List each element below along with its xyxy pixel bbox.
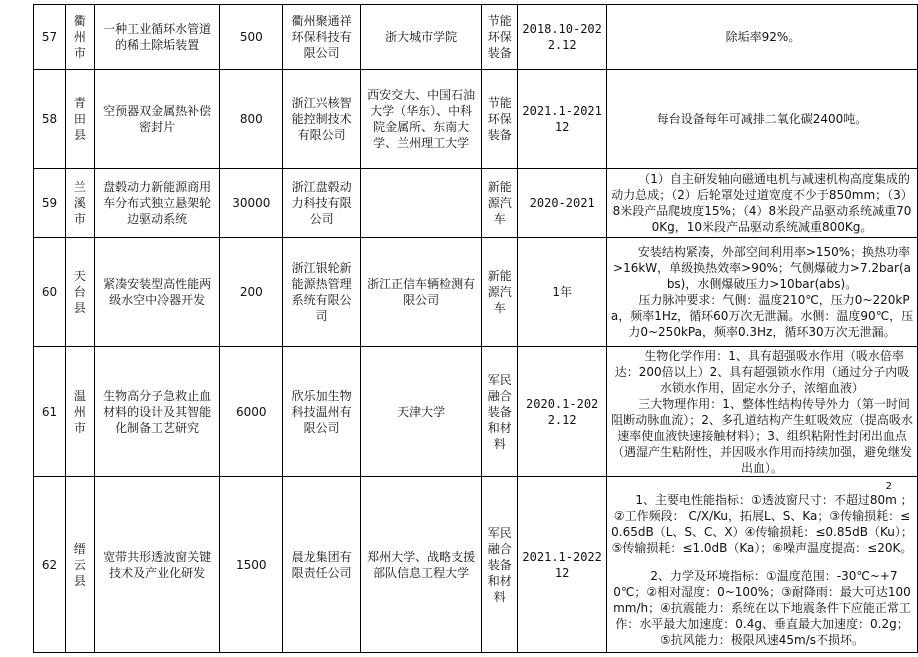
table-row <box>34 169 918 238</box>
effect-line: 除垢率92%。 <box>725 30 801 44</box>
county-cell: 衢州市 <box>66 5 95 70</box>
investment-cell: 6000 <box>220 347 283 477</box>
row-number: 59 <box>34 169 66 238</box>
effect-cell <box>607 169 918 238</box>
county-cell: 兰溪市 <box>66 169 95 238</box>
project-name-cell: 空预器双金属热补偿密封片 <box>94 70 220 169</box>
investment-cell: 200 <box>220 238 283 347</box>
county-cell: 天台县 <box>66 238 95 347</box>
table-row <box>34 5 918 70</box>
partner-cell: 浙江正信车辆检测有限公司 <box>361 238 482 347</box>
organization-cell: 欣乐加生物科技温州有限公司 <box>283 347 361 477</box>
row-number: 58 <box>34 70 66 169</box>
effect-line: 每台设备每年可减排二氧化碳2400吨。 <box>656 112 868 126</box>
partner-cell: 郑州大学、战略支援部队信息工程大学 <box>361 477 482 653</box>
investment-cell: 800 <box>220 70 283 169</box>
table-row <box>34 347 918 477</box>
county-cell: 缙云县 <box>66 477 95 653</box>
organization-cell: 浙江兴核智能控制技术有限公司 <box>283 70 361 169</box>
category-cell: 军民融合装备和材料 <box>482 477 518 653</box>
project-table <box>33 4 918 653</box>
investment-cell: 500 <box>220 5 283 70</box>
period-cell: 2020-2021 <box>518 169 607 238</box>
partner-cell: 西安交大、中国石油大学（华东）、中科院金属所、东南大学、兰州理工大学 <box>361 70 482 169</box>
effect-line: 1、主要电性能指标：①透波窗尺寸：不超过80m ；②工作频段： C/X/Ku，拓展L、S、Ka；③传输损耗：≤0.65dB（L、S、C、X）④传输损耗：≤0.85dB（Ku）；⑤传输损耗：≤1.0dB（Ka）；⑥噪声温度提高：≤20K。 <box>611 492 913 555</box>
project-name-cell: 生物高分子急救止血材料的设计及其智能化制备工艺研究 <box>94 347 220 477</box>
project-name-cell: 紧凑安装型高性能两级水空中冷器开发 <box>94 238 220 347</box>
table-row <box>34 70 918 169</box>
investment-cell: 30000 <box>220 169 283 238</box>
superscript-mark: 2 <box>885 480 892 492</box>
row-number: 61 <box>34 347 66 477</box>
partner-cell <box>361 169 482 238</box>
category-cell: 节能环保装备 <box>482 70 518 169</box>
category-cell: 节能环保装备 <box>482 5 518 70</box>
organization-cell: 衢州聚通祥环保科技有限公司 <box>283 5 361 70</box>
effect-cell <box>607 477 918 653</box>
row-number: 62 <box>34 477 66 653</box>
period-cell: 1年 <box>518 238 607 347</box>
category-cell: 新能源汽车 <box>482 169 518 238</box>
effect-line: （1）自主研发轴向磁通电机与减速机构高度集成的动力总成；（2）后轮罩处过道宽度不少于850mm；（3）8米段产品爬坡度15%；（4）8米段产品驱动系统减重700Kg，10米段产品驱动系统减重800Kg。 <box>611 172 913 234</box>
period-cell: 2021.1-202212 <box>518 477 607 653</box>
effect-line: 压力脉冲要求：气侧：温度210℃，压力0~220kPa，频率1Hz，循环60万次无泄漏。水侧：温度90℃，压力0~250kPa，频率0.3Hz，循环30万次无泄漏。 <box>610 293 914 339</box>
effect-cell <box>607 238 918 347</box>
county-cell: 温州市 <box>66 347 95 477</box>
organization-cell: 晨龙集团有限责任公司 <box>283 477 361 653</box>
period-cell: 2021.1-202112 <box>518 70 607 169</box>
effect-cell <box>607 70 918 169</box>
organization-cell: 浙江盘毂动力科技有限公司 <box>283 169 361 238</box>
period-cell: 2020.1-2022.12 <box>518 347 607 477</box>
investment-cell: 1500 <box>220 477 283 653</box>
effect-line: 生物化学作用：1、具有超强吸水作用（吸水倍率达：200倍以上）2、具有超强锁水作用（通过分子内吸水锁水作用，固定水分子，浓缩血液） <box>614 348 910 395</box>
county-cell: 青田县 <box>66 70 95 169</box>
table-row <box>34 238 918 347</box>
project-name-cell: 盘毂动力新能源商用车分布式独立悬架轮边驱动系统 <box>94 169 220 238</box>
effect-spacer <box>610 556 914 568</box>
category-cell: 新能源汽车 <box>482 238 518 347</box>
period-cell: 2018.10-2022.12 <box>518 5 607 70</box>
row-number: 57 <box>34 5 66 70</box>
organization-cell: 浙江银轮新能源热管理系统有限公司 <box>283 238 361 347</box>
category-cell: 军民融合装备和材料 <box>482 347 518 477</box>
effect-line: 安装结构紧凑，外部空间利用率>150%；换热功率>16kW，单级换热效率>90%；气侧爆破力>7.2bar(abs)，水侧爆破压力>10bar(abs)。 <box>613 245 911 291</box>
project-name-cell: 一种工业循环水管道的稀土除垢装置 <box>94 5 220 70</box>
effect-cell <box>607 5 918 70</box>
table-row <box>34 477 918 653</box>
partner-cell: 浙大城市学院 <box>361 5 482 70</box>
partner-cell: 天津大学 <box>361 347 482 477</box>
effect-line: 三大物理作用：1、整体性结构传导外力（第一时间阻断动脉血流）；2、多孔道结构产生虹吸效应（提高吸水速率使血液快速接触材料）；3、组织粘附性封闭出血点（遇湿产生粘附性，并因吸水作用而持续加强，避免继发出血）。 <box>611 396 913 475</box>
effect-cell <box>607 347 918 477</box>
effect-line: 2、力学及环境指标：①温度范围：-30℃~+70℃；②相对湿度：0~100%；③耐降雨：最大可达100mm/h；④抗震能力：系统在以下地震条件下应能正常工作：水平最大加速度：0.4g、垂直最大加速度：0.2g；⑤抗风能力：极限风速45m/s不损坏。 <box>613 568 911 647</box>
project-name-cell: 宽带共形透波窗关键技术及产业化研发 <box>94 477 220 653</box>
row-number: 60 <box>34 238 66 347</box>
